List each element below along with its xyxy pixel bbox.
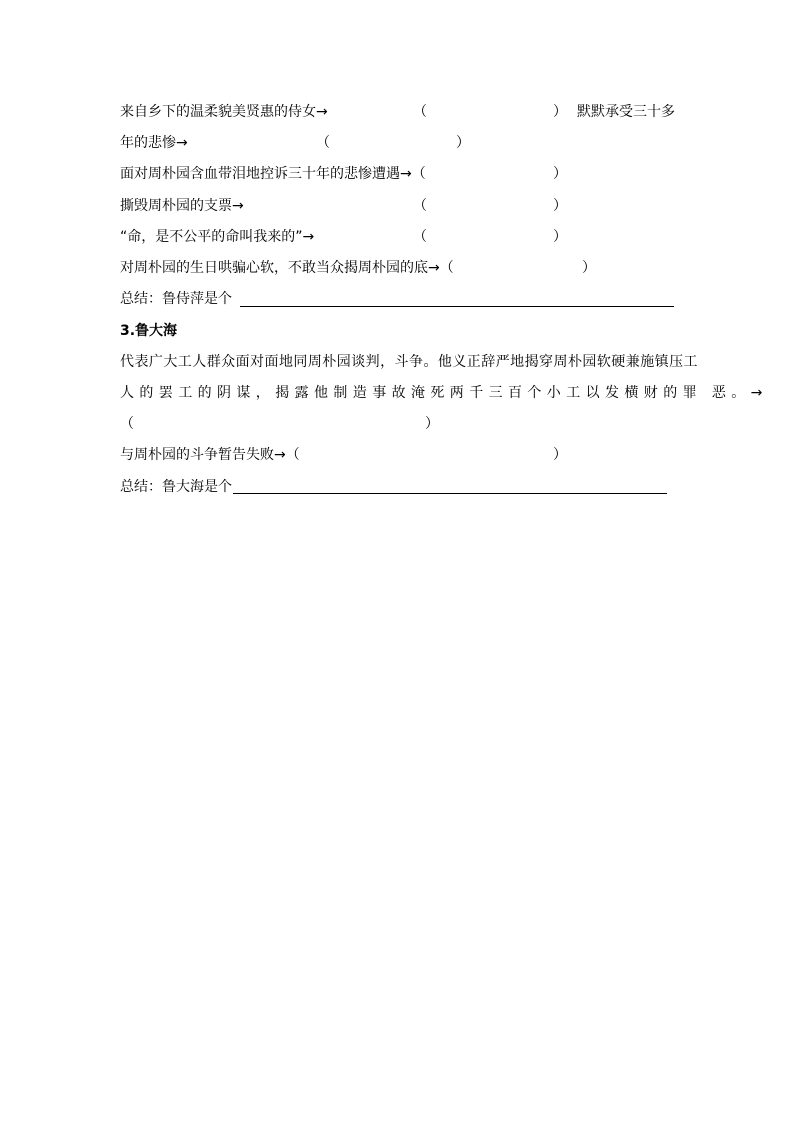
section-heading-lu-dahai: 3.鲁大海 [120, 323, 178, 339]
row1-close-bracket: ） [553, 104, 567, 120]
summary-lu-shiping-blank-line [240, 306, 674, 307]
paragraph-close-bracket: ） [425, 416, 439, 432]
row1-prefix: 来自乡下的温柔貌美贤惠的侍女→ [120, 104, 328, 120]
paragraph-line-2: 人的罢工的阴谋，揭露他制造事故淹死两千三百个小工以发横财的罪 恶。→ [120, 385, 768, 401]
row3-open-bracket: （ [413, 198, 427, 214]
row-fail-close-bracket: ） [553, 447, 567, 463]
paragraph-line-1: 代表广大工人群众面对面地同周朴园谈判，斗争。他义正辞严地揭穿周朴园软硬兼施镇压工 [120, 354, 698, 370]
summary-lu-dahai-blank-line [233, 493, 667, 494]
summary-lu-shiping-label: 总结：鲁侍萍是个 [120, 291, 232, 307]
row2-close-bracket: ） [553, 166, 567, 182]
summary-lu-dahai-label: 总结：鲁大海是个 [120, 479, 232, 495]
row1-open-bracket: （ [413, 104, 427, 120]
row1-cont-close-bracket: ） [456, 135, 470, 151]
row1-suffix: 默默承受三十多 [577, 104, 675, 120]
row4-close-bracket: ） [553, 229, 567, 245]
row4-prefix: “命，是不公平的命叫我来的”→ [120, 229, 315, 245]
row2-prefix: 面对周朴园含血带泪地控诉三十年的悲惨遭遇→（ [120, 166, 426, 182]
row-fail-prefix: 与周朴园的斗争暂告失败→（ [120, 447, 300, 463]
row5-close-bracket: ） [582, 260, 596, 276]
row5-prefix: 对周朴园的生日哄骗心软，不敢当众揭周朴园的底→（ [120, 260, 454, 276]
paragraph-open-bracket: （ [120, 416, 134, 432]
row4-open-bracket: （ [413, 229, 427, 245]
row3-close-bracket: ） [553, 198, 567, 214]
row1-cont-prefix: 年的悲惨→ [120, 135, 188, 151]
row3-prefix: 撕毁周朴园的支票→ [120, 198, 244, 214]
row1-cont-open-bracket: （ [316, 135, 330, 151]
